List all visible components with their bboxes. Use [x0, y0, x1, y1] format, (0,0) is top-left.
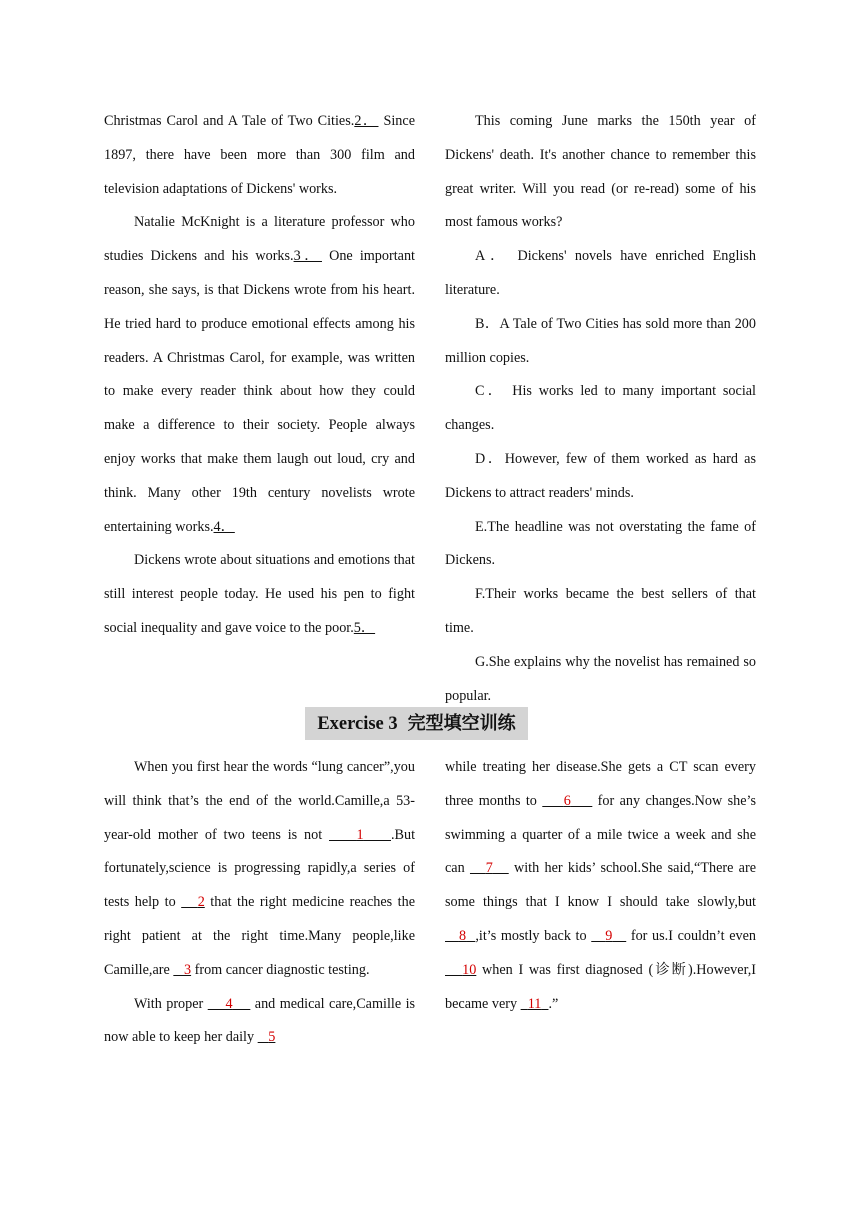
cloze-blank-9[interactable]: 9 [605, 927, 613, 944]
option-b: B．A Tale of Two Cities has sold more than 200 million copies. [445, 315, 756, 366]
cloze-paragraph-continued: while treating her disease.She gets a CT scan every three months to 6 for any changes.Now she’s swimming a quarter of a mile twice a week and she can 7 with her kids’ school.She said,“There are some things that I know I should take slowly,but 8 ,it’s mostly back to 9 for us.I couldn’t even 10 when I was first diagnosed (诊断).However,I became very 11 .” [445, 759, 757, 1012]
answer-blank-2[interactable]: 2． [354, 113, 379, 129]
option-c: C． His works led to many important social changes. [445, 383, 756, 434]
option-a: A． Dickens' novels have enriched English literature. [445, 248, 756, 298]
answer-blank-5[interactable]: 5． [353, 619, 376, 636]
option-e: E.The headline was not overstating the fame of Dickens. [445, 518, 756, 569]
passage-left-column [104, 105, 415, 646]
cloze-blank-7[interactable]: 7 [485, 860, 493, 877]
cloze-right-column [445, 751, 756, 1021]
cloze-paragraph: With proper 4 and medical care,Camille is now able to keep her daily 5 [104, 995, 416, 1046]
exercise-subtitle: 完型填空训练 [407, 713, 516, 734]
cloze-blank-11[interactable]: 11 [527, 995, 542, 1012]
option-d: D．However, few of them worked as hard as Dickens to attract readers' minds. [445, 450, 756, 501]
answer-blank-4[interactable]: 4． [213, 518, 235, 535]
cloze-blank-10[interactable]: 10 [462, 961, 477, 978]
cloze-blank-1[interactable]: 1 [356, 826, 364, 843]
cloze-blank-2[interactable]: 2 [197, 894, 205, 911]
exercise-heading [305, 707, 528, 740]
cloze-blank-5[interactable]: 5 [268, 1029, 276, 1046]
cloze-blank-6[interactable]: 6 [563, 792, 571, 809]
answer-blank-3[interactable]: 3． [293, 248, 322, 265]
passage-paragraph: This coming June marks the 150th year of Dickens' death. It's another chance to remember this great writer. Will you read (or re-read) some of his most famous works? [445, 113, 756, 231]
passage-paragraph: Dickens wrote about situations and emotions that still interest people today. He used his pen to fight social inequality and gave voice to the poor.5． [104, 552, 415, 636]
option-f: F.Their works became the best sellers of that time. [445, 586, 756, 636]
cloze-blank-4[interactable]: 4 [225, 995, 233, 1012]
exercise-title: Exercise 3 [317, 714, 398, 734]
passage-paragraph: Christmas Carol and A Tale of Two Cities.2． Since 1897, there have been more than 300 film and television adaptations of Dickens' works. [104, 113, 415, 197]
cloze-left-column [104, 751, 415, 1055]
cloze-paragraph: When you first hear the words “lung cancer”,you will think that’s the end of the world.Camille,a 53-year-old mother of two teens is not 1 .But fortunately,science is progressing rapidly,a series of tests help to 2 that the right medicine reaches the right patient at the right time.Many people,like Camille,are 3 from cancer diagnostic testing. [104, 759, 416, 978]
passage-right-column [445, 105, 756, 713]
cloze-blank-3[interactable]: 3 [183, 961, 192, 978]
passage-paragraph: Natalie McKnight is a literature professor who studies Dickens and his works.3． One important reason, she says, is that Dickens wrote from his heart. He tried hard to produce emotional effects among his readers. A Christmas Carol, for example, was written to make every reader think about how they could make a difference to their society. People always enjoy works that make them laugh out loud, cry and think. Many other 19th century novelists wrote entertaining works.4． [104, 214, 415, 535]
option-g: G.She explains why the novelist has remained so popular. [445, 653, 756, 704]
cloze-blank-8[interactable]: 8 [458, 927, 467, 944]
